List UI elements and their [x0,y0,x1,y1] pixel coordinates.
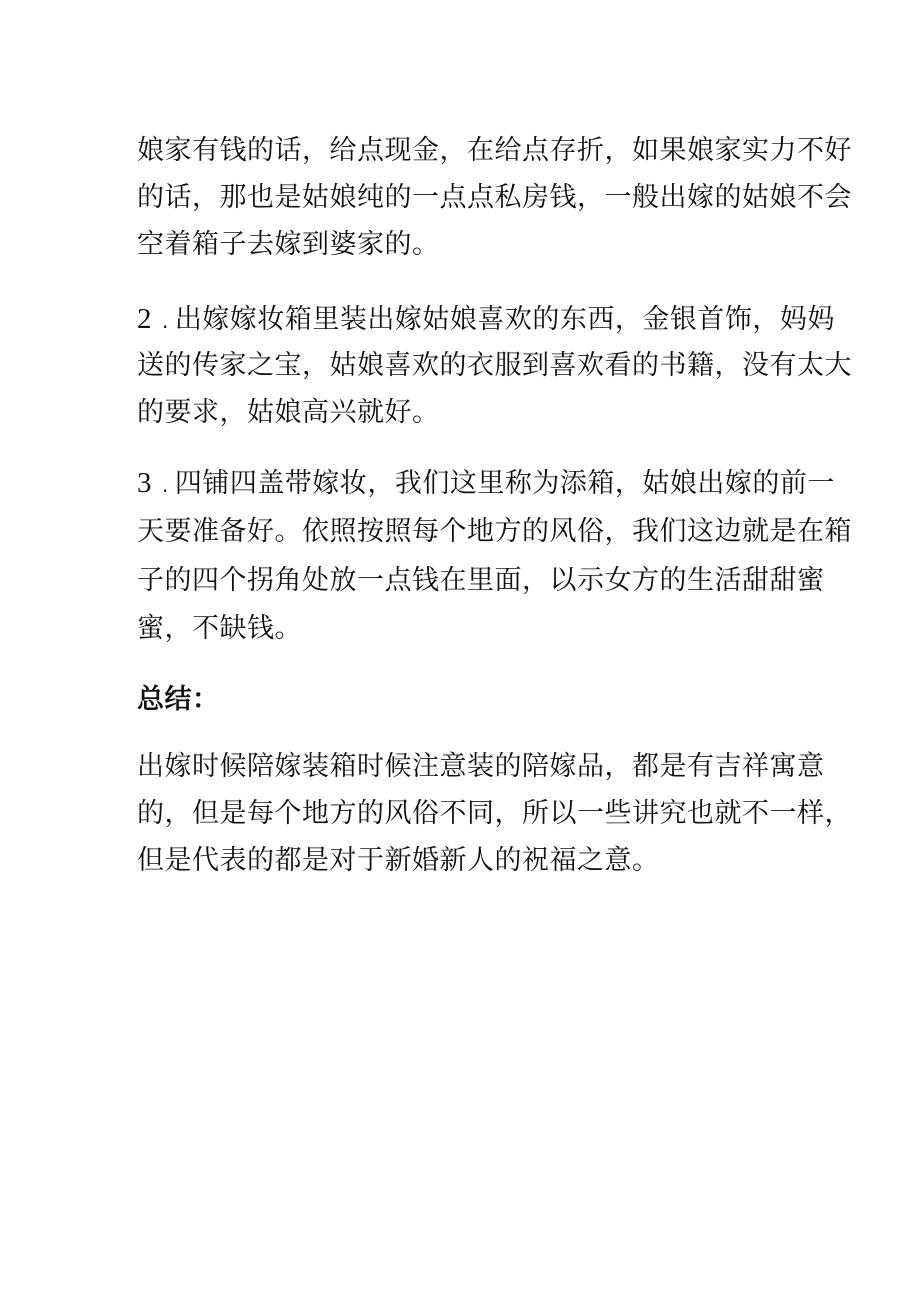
paragraph-1-line-3: 空着箱子去嫁到婆家的。 [137,229,440,260]
item-3-dot: . [162,473,169,497]
item-2-line-1 [137,305,835,334]
item-2-line-3: 的要求，姑娘高兴就好。 [137,397,440,428]
item-3-line-3: 子的四个拐角处放一点钱在里面，以示女方的生活甜甜蜜 [137,565,825,596]
summary-heading: 总结： [137,684,220,715]
item-3-text-1: 四铺四盖带嫁妆，我们这里称为添箱，姑娘出嫁的前一 [174,468,835,499]
item-2-dot: . [162,309,169,333]
paragraph-1-line-1: 娘家有钱的话，给点现金，在给点存折，如果娘家实力不好 [137,135,852,166]
item-2-line-2: 送的传家之宝，姑娘喜欢的衣服到喜欢看的书籍，没有太大 [137,350,852,381]
item-2-number: 2 [137,303,152,335]
item-2-text-1: 出嫁嫁妆箱里装出嫁姑娘喜欢的东西，金银首饰，妈妈 [174,304,835,335]
item-3-number: 3 [137,467,152,499]
summary-line-1: 出嫁时候陪嫁装箱时候注意装的陪嫁品，都是有吉祥寓意 [137,751,825,782]
item-3-line-1 [137,469,835,498]
item-3-line-2: 天要准备好。依照按照每个地方的风俗，我们这边就是在箱 [137,516,852,547]
summary-line-3: 但是代表的都是对于新婚新人的祝福之意。 [137,845,660,876]
item-3-line-4: 蜜，不缺钱。 [137,613,302,644]
summary-line-2: 的，但是每个地方的风俗不同，所以一些讲究也就不一样， [137,798,852,829]
paragraph-1-line-2: 的话，那也是姑娘纯的一点点私房钱，一般出嫁的姑娘不会 [137,182,852,213]
